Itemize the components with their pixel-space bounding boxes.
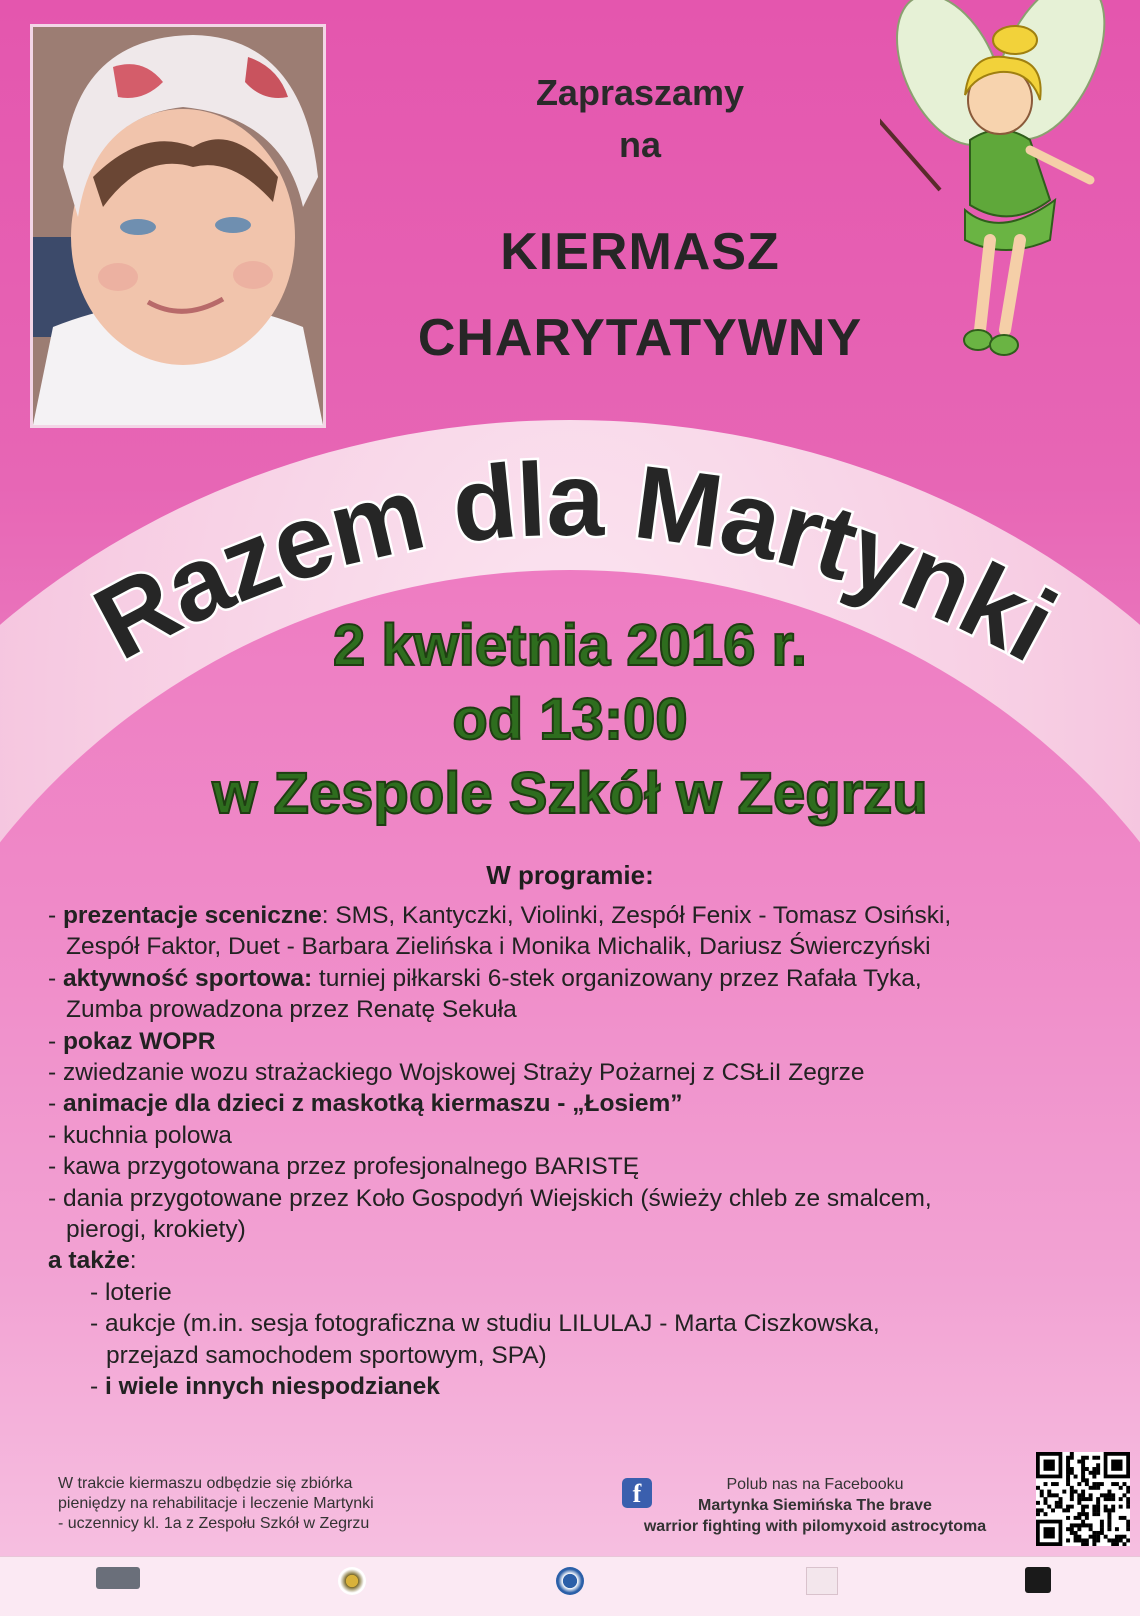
event-date: 2 kwietnia 2016 r. — [333, 613, 807, 678]
event-title: Razem dla Martynki — [76, 450, 1073, 684]
program-item-text: turniej piłkarski 6-stek organizowany przez Rafała Tyka, — [312, 964, 922, 992]
fundraising-note — [58, 1474, 478, 1534]
program-list — [48, 900, 1128, 1403]
extra-item-text: i wiele innych niespodzianek — [104, 1373, 440, 1401]
sponsor-logo-1 — [48, 1567, 188, 1597]
program-item-text: dania przygotowane przez Koło Gospodyń Wiejskich (świeży chleb ze smalcem, — [62, 1184, 932, 1212]
program-item-text: : SMS, Kantyczki, Violinki, Zespół Fenix - Tomasz Osiński, — [321, 902, 952, 929]
qr-code[interactable] — [1036, 1452, 1130, 1546]
facebook-icon[interactable]: f — [622, 1478, 652, 1508]
program-item: - zwiedzanie wozu strażackiego Wojskowej Straży Pożarnej z CSŁiI Zegrze — [48, 1059, 865, 1087]
program-item-text: kawa przygotowana przez profesjonalnego BARISTĘ — [62, 1153, 640, 1181]
facebook-page-name-2[interactable]: warrior fighting with pilomyxoid astrocytoma — [643, 1518, 987, 1535]
fairy-illustration — [880, 0, 1120, 385]
program-item-bold: aktywność sportowa: — [62, 964, 313, 992]
program-item: - dania przygotowane przez Koło Gospodyń Wiejskich (świeży chleb ze smalcem, — [48, 1184, 932, 1212]
program-item-bold: pokaz WOPR — [62, 1027, 216, 1055]
extra-item-text: aukcje (m.in. sesja fotograficzna w studiu LILULAJ - Marta Ciszkowska, — [104, 1310, 880, 1338]
program-item-text: kuchnia polowa — [62, 1121, 232, 1149]
facebook-info — [600, 1474, 1030, 1537]
extra-item-continued: przejazd samochodem sportowym, SPA) — [106, 1341, 547, 1369]
facebook-page-name-1[interactable]: Martynka Siemińska The brave — [698, 1497, 932, 1514]
program-item-continued: pierogi, krokiety) — [66, 1216, 246, 1244]
event-time: od 13:00 — [452, 687, 688, 752]
event-place: w Zespole Szkół w Zegrzu — [212, 761, 928, 826]
program-item-continued: Zumba prowadzona przez Renatę Sekuła — [66, 996, 517, 1024]
extra-item-text: loterie — [104, 1278, 172, 1306]
extra-item: - aukcje (m.in. sesja fotograficzna w studiu LILULAJ - Marta Ciszkowska, — [90, 1310, 880, 1338]
program-item-text: zwiedzanie wozu strażackiego Wojskowej Straży Pożarnej z CSŁiI Zegrze — [62, 1059, 865, 1087]
program-item: - animacje dla dzieci z maskotką kiermaszu - „Łosiem” — [48, 1090, 683, 1118]
extra-item: - loterie — [90, 1278, 172, 1306]
program-item-continued: Zespół Faktor, Duet - Barbara Zielińska i Monika Michalik, Dariusz Świerczyński — [66, 933, 931, 961]
program-item: - aktywność sportowa: turniej piłkarski 6-stek organizowany przez Rafała Tyka, — [48, 964, 922, 992]
program-item: - kawa przygotowana przez profesjonalnego BARISTĘ — [48, 1153, 640, 1181]
extra-item: - i wiele innych niespodzianek — [90, 1373, 440, 1401]
sponsor-logo-5 — [968, 1567, 1108, 1601]
also-heading-colon: : — [129, 1247, 137, 1275]
facebook-line-1: Polub nas na Facebooku — [726, 1476, 904, 1493]
also-heading — [48, 1245, 1128, 1276]
sponsor-logo-3 — [500, 1567, 640, 1603]
fundraising-note-line-1: W trakcie kiermaszu odbędzie się zbiórka — [58, 1475, 353, 1492]
program-item: - pokaz WOPR — [48, 1027, 216, 1055]
program-item-bold: prezentacje sceniczne — [62, 902, 322, 929]
event-type-line-1: KIERMASZ — [500, 223, 780, 281]
fundraising-note-line-3: - uczennicy kl. 1a z Zespołu Szkół w Zegrzu — [58, 1515, 370, 1532]
sponsor-logo-2 — [282, 1567, 422, 1603]
also-heading-bold: a także — [48, 1247, 130, 1275]
child-photo — [30, 24, 326, 428]
fundraising-note-line-2: pieniędzy na rehabilitacje i leczenie Martynki — [58, 1495, 374, 1512]
event-type-line-2: CHARYTATYWNY — [417, 309, 863, 367]
invite-line-2: na — [618, 124, 661, 165]
sponsor-logo-4 — [752, 1567, 892, 1603]
invite-line-1: Zapraszamy — [535, 72, 745, 113]
program-item: - kuchnia polowa — [48, 1121, 232, 1149]
program-heading: W programie: — [486, 860, 654, 890]
program-item-bold: animacje dla dzieci z maskotką kiermaszu - „Łosiem” — [62, 1090, 683, 1118]
program-item: - prezentacje sceniczne: SMS, Kantyczki, Violinki, Zespół Fenix - Tomasz Osiński, — [48, 902, 952, 929]
sponsor-logos — [0, 1556, 1140, 1616]
